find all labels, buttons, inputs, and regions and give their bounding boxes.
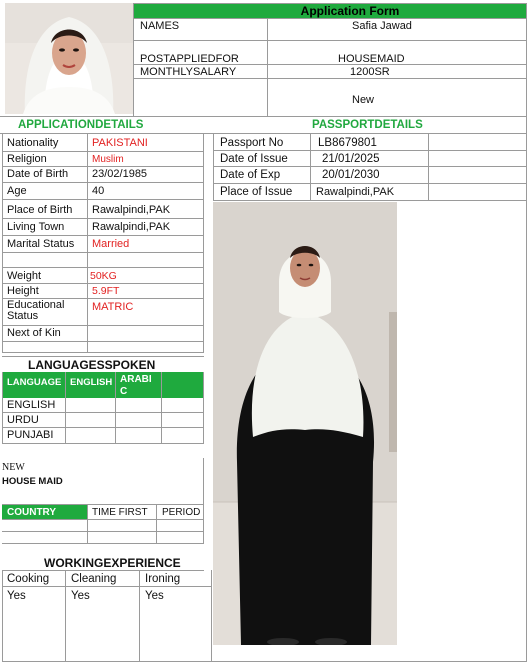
application-form-title: Application Form (300, 4, 400, 18)
place-of-birth-label: Place of Birth (7, 204, 73, 216)
skill-cleaning-value: Yes (71, 590, 90, 602)
names-label: NAMES (140, 20, 180, 32)
passport-details-heading: PASSPORTDETAILS (312, 119, 423, 131)
date-of-issue-value: 21/01/2025 (322, 153, 380, 165)
period-column-header: PERIOD (162, 507, 201, 518)
application-status-value: New (352, 94, 375, 106)
place-of-issue-label: Place of Issue (220, 186, 293, 198)
monthly-salary-value: 1200SR (350, 66, 390, 78)
time-first-column-header: TIME FIRST (92, 507, 148, 518)
weight-label: Weight (7, 270, 42, 282)
height-label: Height (7, 285, 39, 297)
language-column-header: LANGUAGE (7, 377, 62, 388)
skill-ironing-label: Ironing (145, 573, 181, 585)
place-of-issue-value: Rawalpindi,PAK (316, 186, 395, 198)
educational-status-label: Educational Status (7, 299, 65, 322)
languages-spoken-heading: LANGUAGESSPOKEN (28, 358, 156, 372)
applicant-full-length-photo (213, 202, 397, 645)
nationality-label: Nationality (7, 137, 59, 149)
weight-value: 50KG (90, 270, 117, 282)
monthly-salary-label: MONTHLYSALARY (140, 66, 237, 78)
educational-status-value: MATRIC (92, 301, 134, 313)
post-applied-value: HOUSEMAID (338, 53, 405, 65)
arabic-column-header: ARABI C (120, 374, 152, 397)
living-town-label: Living Town (7, 221, 65, 233)
place-of-birth-value: Rawalpindi,PAK (92, 204, 171, 216)
country-column-header: COUNTRY (7, 507, 57, 518)
height-value: 5.9FT (92, 285, 120, 297)
post-applied-label: POSTAPPLIEDFOR (140, 53, 239, 65)
religion-value: Muslim (92, 154, 124, 165)
living-town-value: Rawalpindi,PAK (92, 221, 171, 233)
marital-status-label: Marital Status (7, 238, 75, 250)
passport-number-label: Passport No (220, 137, 284, 149)
skill-cooking-value: Yes (7, 590, 26, 602)
working-experience-heading: WORKINGEXPERIENCE (44, 556, 181, 570)
language-row-english: ENGLISH (7, 399, 56, 411)
date-of-birth-value: 23/02/1985 (92, 168, 148, 180)
application-details-heading: APPLICATIONDETAILS (18, 119, 144, 131)
skill-ironing-value: Yes (145, 590, 164, 602)
date-of-expiry-value: 20/01/2030 (322, 169, 380, 181)
experience-status-text: NEW (2, 462, 25, 473)
age-label: Age (7, 185, 27, 197)
applicant-portrait-photo (5, 3, 133, 114)
application-form-title-bar (134, 4, 526, 18)
nationality-value: PAKISTANI (92, 137, 148, 149)
english-column-header: ENGLISH (70, 377, 113, 388)
language-row-urdu: URDU (7, 414, 39, 426)
marital-status-value: Married (92, 238, 130, 250)
skill-cleaning-label: Cleaning (71, 573, 117, 585)
next-of-kin-label: Next of Kin (7, 327, 61, 339)
date-of-issue-label: Date of Issue (220, 153, 288, 165)
names-value: Safia Jawad (352, 20, 412, 32)
religion-label: Religion (7, 153, 47, 165)
full-length-illustration (213, 202, 397, 645)
experience-position-text: HOUSE MAID (2, 476, 63, 487)
portrait-illustration (5, 3, 133, 114)
language-row-punjabi: PUNJABI (7, 429, 54, 441)
age-value: 40 (92, 185, 105, 197)
date-of-expiry-label: Date of Exp (220, 169, 281, 181)
date-of-birth-label: Date of Birth (7, 168, 69, 180)
skill-cooking-label: Cooking (7, 573, 50, 585)
passport-number-value: LB8679801 (318, 137, 377, 149)
